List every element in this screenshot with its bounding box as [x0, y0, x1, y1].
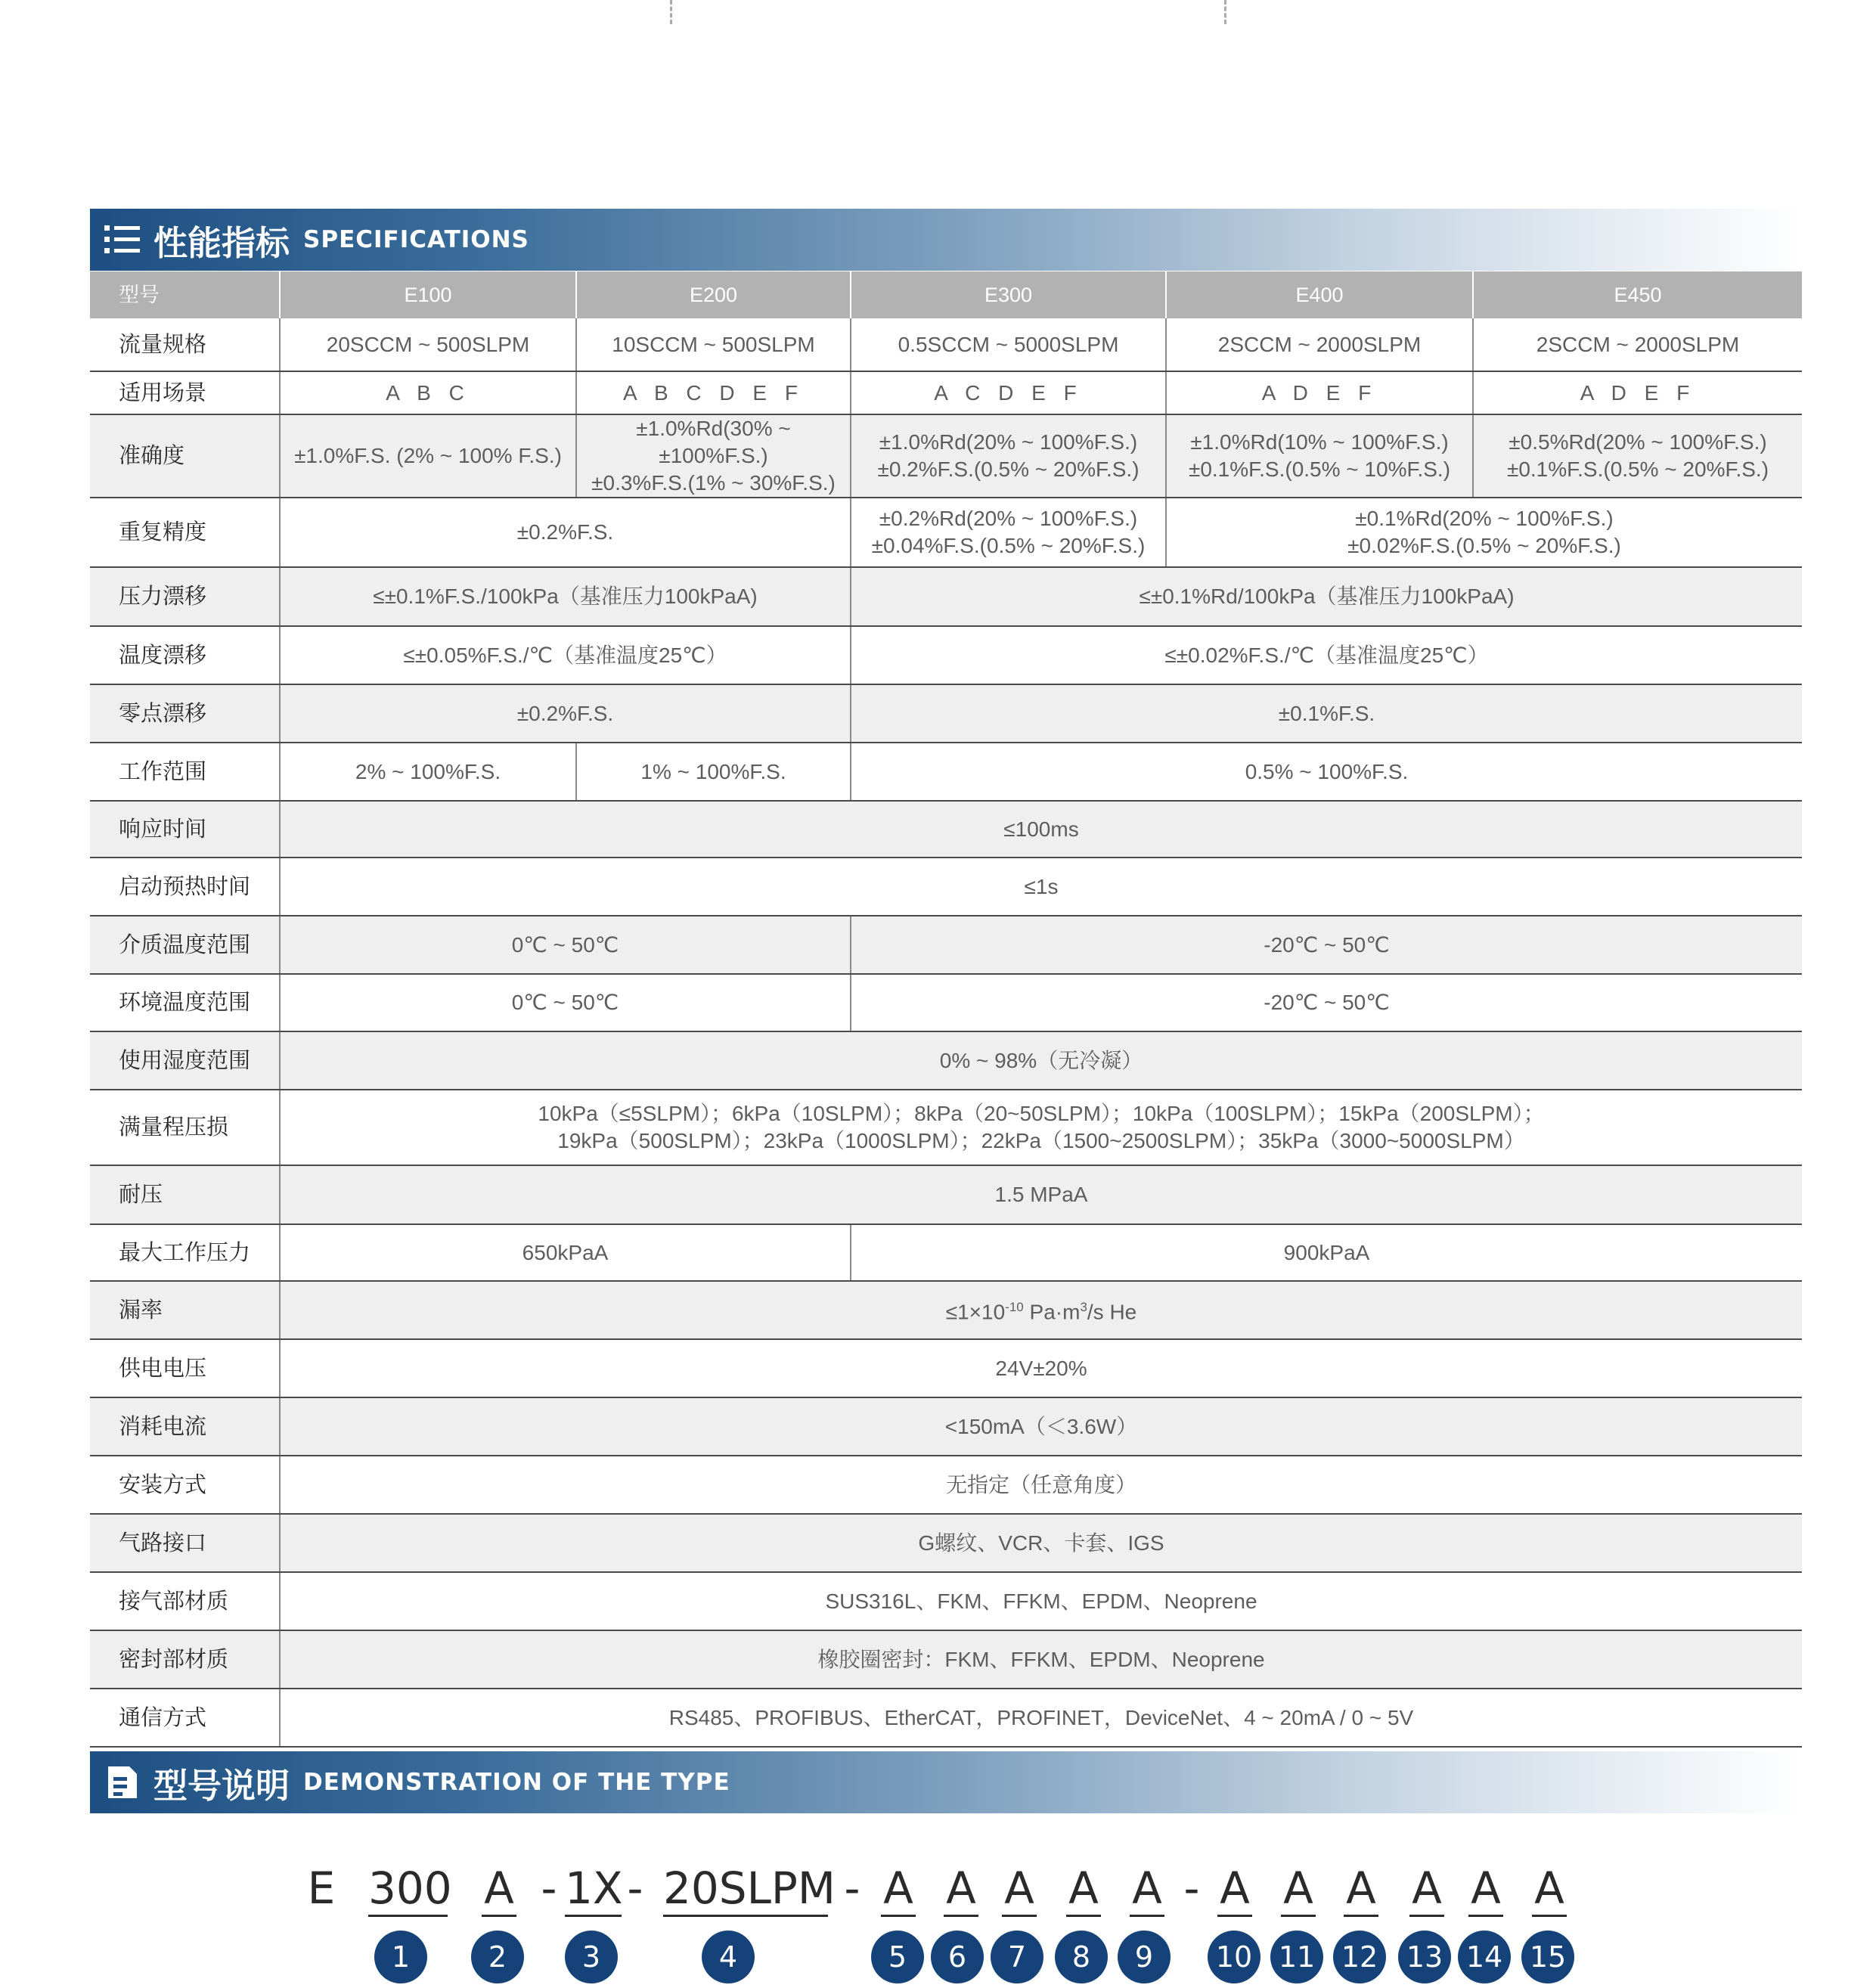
fold-mark-right — [1224, 0, 1226, 24]
leak-rate-unit-exponent: 3 — [1080, 1300, 1087, 1315]
row-label: 消耗电流 — [90, 1397, 280, 1456]
code-number: 9 — [1118, 1931, 1171, 1983]
code-field: A — [1344, 1862, 1378, 1917]
table-row-response-time — [90, 801, 1802, 858]
row-label: 环境温度范围 — [90, 974, 280, 1031]
cell-line: ±0.2%Rd(20% ~ 100%F.S.) — [879, 507, 1138, 530]
table-row-accuracy — [90, 414, 1802, 498]
table-cell: ±0.2%F.S. — [280, 684, 851, 743]
table-row-gas-connection — [90, 1514, 1802, 1572]
table-cell: 0℃ ~ 50℃ — [280, 916, 851, 974]
row-label: 重复精度 — [90, 498, 280, 567]
row-label: 耐压 — [90, 1165, 280, 1224]
table-cell — [1473, 414, 1802, 498]
row-label: 适用场景 — [90, 371, 280, 414]
cell-line: ±1.0%Rd(10% ~ 100%F.S.) — [1190, 430, 1449, 454]
model-e100: E100 — [280, 271, 576, 318]
code-number: 11 — [1270, 1931, 1323, 1983]
fold-mark-left — [670, 0, 672, 24]
row-label: 压力漂移 — [90, 567, 280, 626]
table-cell: ≤±0.02%F.S./℃（基准温度25℃） — [851, 626, 1802, 684]
table-cell: 20SCCM ~ 500SLPM — [280, 318, 576, 371]
row-label: 介质温度范围 — [90, 916, 280, 974]
table-cell: RS485、PROFIBUS、EtherCAT，PROFINET，DeviceNet、4 ~ 20mA / 0 ~ 5V — [280, 1689, 1802, 1747]
table-row-scenario — [90, 371, 1802, 414]
row-label: 零点漂移 — [90, 684, 280, 743]
table-cell — [1166, 414, 1473, 498]
row-label: 通信方式 — [90, 1689, 280, 1747]
table-cell: 2% ~ 100%F.S. — [280, 743, 576, 801]
table-row-ambient-temp — [90, 974, 1802, 1031]
cell-line: ±0.02%F.S.(0.5% ~ 20%F.S.) — [1347, 534, 1621, 557]
leak-rate-unit: Pa·m — [1023, 1300, 1081, 1324]
cell-line: ±0.1%F.S.(0.5% ~ 10%F.S.) — [1188, 457, 1451, 481]
code-number: 7 — [991, 1931, 1043, 1983]
table-row-proof-pressure — [90, 1165, 1802, 1224]
table-cell: A B C D E F — [576, 371, 851, 414]
table-cell: SUS316L、FKM、FFKM、EPDM、Neoprene — [280, 1572, 1802, 1630]
row-label: 接气部材质 — [90, 1572, 280, 1630]
leak-rate-exponent: -10 — [1005, 1300, 1024, 1315]
table-cell: 10SCCM ~ 500SLPM — [576, 318, 851, 371]
code-number: 12 — [1333, 1931, 1386, 1983]
table-cell: 0℃ ~ 50℃ — [280, 974, 851, 1031]
table-cell — [280, 1281, 1802, 1339]
code-field: A — [1468, 1862, 1503, 1917]
code-field: A — [482, 1862, 516, 1917]
table-row-repeatability — [90, 498, 1802, 567]
row-label: 密封部材质 — [90, 1630, 280, 1689]
specifications-title-en: SPECIFICATIONS — [303, 226, 529, 253]
specifications-title-zh: 性能指标 — [153, 222, 290, 263]
table-cell: 24V±20% — [280, 1339, 1802, 1397]
leak-rate-prefix: ≤1×10 — [945, 1300, 1006, 1324]
table-cell: ±0.1%F.S. — [851, 684, 1802, 743]
row-label: 使用湿度范围 — [90, 1031, 280, 1090]
table-cell: 2SCCM ~ 2000SLPM — [1166, 318, 1473, 371]
code-number: 3 — [565, 1931, 618, 1983]
cell-line: ±1.0%Rd(20% ~ 100%F.S.) — [879, 430, 1138, 454]
table-cell: <150mA（＜3.6W） — [280, 1397, 1802, 1456]
code-number: 13 — [1398, 1931, 1451, 1983]
table-cell: 0.5% ~ 100%F.S. — [851, 743, 1802, 801]
code-number: 10 — [1208, 1931, 1260, 1983]
row-label: 满量程压损 — [90, 1090, 280, 1165]
row-label: 工作范围 — [90, 743, 280, 801]
table-row-seal-material — [90, 1630, 1802, 1689]
list-icon — [102, 219, 143, 260]
code-number: 5 — [871, 1931, 924, 1983]
table-cell: 1.5 MPaA — [280, 1165, 1802, 1224]
table-row-working-range — [90, 743, 1802, 801]
type-title-en: DEMONSTRATION OF THE TYPE — [303, 1769, 730, 1796]
code-number: 14 — [1458, 1931, 1511, 1983]
table-cell — [280, 414, 576, 498]
cell-line: ±0.04%F.S.(0.5% ~ 20%F.S.) — [871, 534, 1146, 557]
cell-line: ±0.5%Rd(20% ~ 100%F.S.) — [1509, 430, 1767, 454]
table-cell — [576, 414, 851, 498]
row-label: 型号 — [90, 271, 280, 318]
code-separator: - — [541, 1862, 557, 1914]
code-number: 2 — [471, 1931, 524, 1983]
table-cell: 0% ~ 98%（无冷凝） — [280, 1031, 1802, 1090]
code-number: 6 — [931, 1931, 984, 1983]
code-number: 15 — [1521, 1931, 1574, 1983]
row-label: 温度漂移 — [90, 626, 280, 684]
code-field: A — [1532, 1862, 1567, 1917]
cell-line: ±0.3%F.S.(1% ~ 30%F.S.) — [591, 471, 836, 495]
specifications-table — [90, 271, 1802, 1748]
row-label: 气路接口 — [90, 1514, 280, 1572]
model-e450: E450 — [1473, 271, 1802, 318]
type-banner — [90, 1751, 1802, 1813]
table-row-leak-rate — [90, 1281, 1802, 1339]
model-header-row — [90, 271, 1802, 318]
cell-line: ±0.2%F.S. — [516, 520, 614, 544]
table-cell: A C D E F — [851, 371, 1166, 414]
table-cell — [280, 498, 851, 567]
table-cell: G螺纹、VCR、卡套、IGS — [280, 1514, 1802, 1572]
row-label: 启动预热时间 — [90, 858, 280, 916]
table-cell: 900kPaA — [851, 1224, 1802, 1281]
table-row-temp-drift — [90, 626, 1802, 684]
row-label: 流量规格 — [90, 318, 280, 371]
code-field: 1X — [565, 1862, 622, 1917]
table-cell — [851, 414, 1166, 498]
table-cell: 650kPaA — [280, 1224, 851, 1281]
table-row-flow-range — [90, 318, 1802, 371]
type-title-zh: 型号说明 — [153, 1765, 290, 1806]
table-cell: ≤100ms — [280, 801, 1802, 858]
cell-line: ±0.1%F.S.(0.5% ~ 20%F.S.) — [1506, 457, 1769, 481]
code-separator: - — [844, 1862, 860, 1914]
code-number: 8 — [1055, 1931, 1108, 1983]
code-field: A — [1002, 1862, 1037, 1917]
cell-line: 19kPa（500SLPM）；23kPa（1000SLPM）；22kPa（1500~2500SLPM）；35kPa（3000~5000SLPM） — [557, 1129, 1525, 1152]
cell-line: ±1.0%Rd(30% ~ ±100%F.S.) — [636, 417, 791, 467]
code-number: 4 — [702, 1931, 755, 1983]
table-cell: A B C — [280, 371, 576, 414]
code-field: A — [1217, 1862, 1252, 1917]
table-cell: 橡胶圈密封：FKM、FFKM、EPDM、Neoprene — [280, 1630, 1802, 1689]
cell-line: ±0.1%Rd(20% ~ 100%F.S.) — [1355, 507, 1614, 530]
table-cell: ≤±0.05%F.S./℃（基准温度25℃） — [280, 626, 851, 684]
table-cell — [851, 498, 1166, 567]
row-label: 漏率 — [90, 1281, 280, 1339]
code-field: A — [944, 1862, 978, 1917]
table-row-warmup-time — [90, 858, 1802, 916]
cell-line: ±0.2%F.S.(0.5% ~ 20%F.S.) — [877, 457, 1140, 481]
code-number: 1 — [374, 1931, 427, 1983]
code-field: A — [881, 1862, 916, 1917]
code-field: A — [1066, 1862, 1101, 1917]
model-e300: E300 — [851, 271, 1166, 318]
code-range: 300 — [368, 1862, 448, 1917]
table-cell: ≤±0.1%Rd/100kPa（基准压力100kPaA) — [851, 567, 1802, 626]
row-label: 最大工作压力 — [90, 1224, 280, 1281]
table-cell: A D E F — [1473, 371, 1802, 414]
table-row-pressure-loss — [90, 1090, 1802, 1165]
table-row-wetted-material — [90, 1572, 1802, 1630]
code-field: A — [1409, 1862, 1444, 1917]
table-row-humidity — [90, 1031, 1802, 1090]
table-cell — [1166, 498, 1802, 567]
table-row-current — [90, 1397, 1802, 1456]
code-series: E — [307, 1862, 336, 1914]
row-label: 供电电压 — [90, 1339, 280, 1397]
table-row-max-pressure — [90, 1224, 1802, 1281]
code-field: A — [1130, 1862, 1164, 1917]
table-cell — [280, 1090, 1802, 1165]
specifications-banner — [90, 209, 1802, 271]
table-row-mounting — [90, 1456, 1802, 1514]
table-cell: 1% ~ 100%F.S. — [576, 743, 851, 801]
table-cell: -20℃ ~ 50℃ — [851, 916, 1802, 974]
model-e400: E400 — [1166, 271, 1473, 318]
code-field: A — [1281, 1862, 1316, 1917]
code-separator: - — [627, 1862, 643, 1914]
leak-rate-suffix: /s He — [1087, 1300, 1137, 1324]
document-icon — [102, 1762, 143, 1803]
cell-line: 10kPa（≤5SLPM）；6kPa（10SLPM）；8kPa（20~50SLPM）；10kPa（100SLPM）；15kPa（200SLPM）； — [538, 1102, 1545, 1125]
table-cell: ≤±0.1%F.S./100kPa（基准压力100kPaA) — [280, 567, 851, 626]
table-cell: 2SCCM ~ 2000SLPM — [1473, 318, 1802, 371]
table-row-medium-temp — [90, 916, 1802, 974]
row-label: 准确度 — [90, 414, 280, 498]
code-separator: - — [1183, 1862, 1200, 1914]
table-row-pressure-drift — [90, 567, 1802, 626]
table-cell: 无指定（任意角度） — [280, 1456, 1802, 1514]
cell-line: ±1.0%F.S. (2% ~ 100% F.S.) — [294, 444, 562, 467]
code-flow: 20SLPM — [663, 1862, 828, 1917]
table-cell: 0.5SCCM ~ 5000SLPM — [851, 318, 1166, 371]
row-label: 响应时间 — [90, 801, 280, 858]
table-cell: -20℃ ~ 50℃ — [851, 974, 1802, 1031]
table-row-supply-voltage — [90, 1339, 1802, 1397]
table-row-zero-drift — [90, 684, 1802, 743]
model-e200: E200 — [576, 271, 851, 318]
table-cell: A D E F — [1166, 371, 1473, 414]
row-label: 安装方式 — [90, 1456, 280, 1514]
table-cell: ≤1s — [280, 858, 1802, 916]
table-row-communication — [90, 1689, 1802, 1747]
